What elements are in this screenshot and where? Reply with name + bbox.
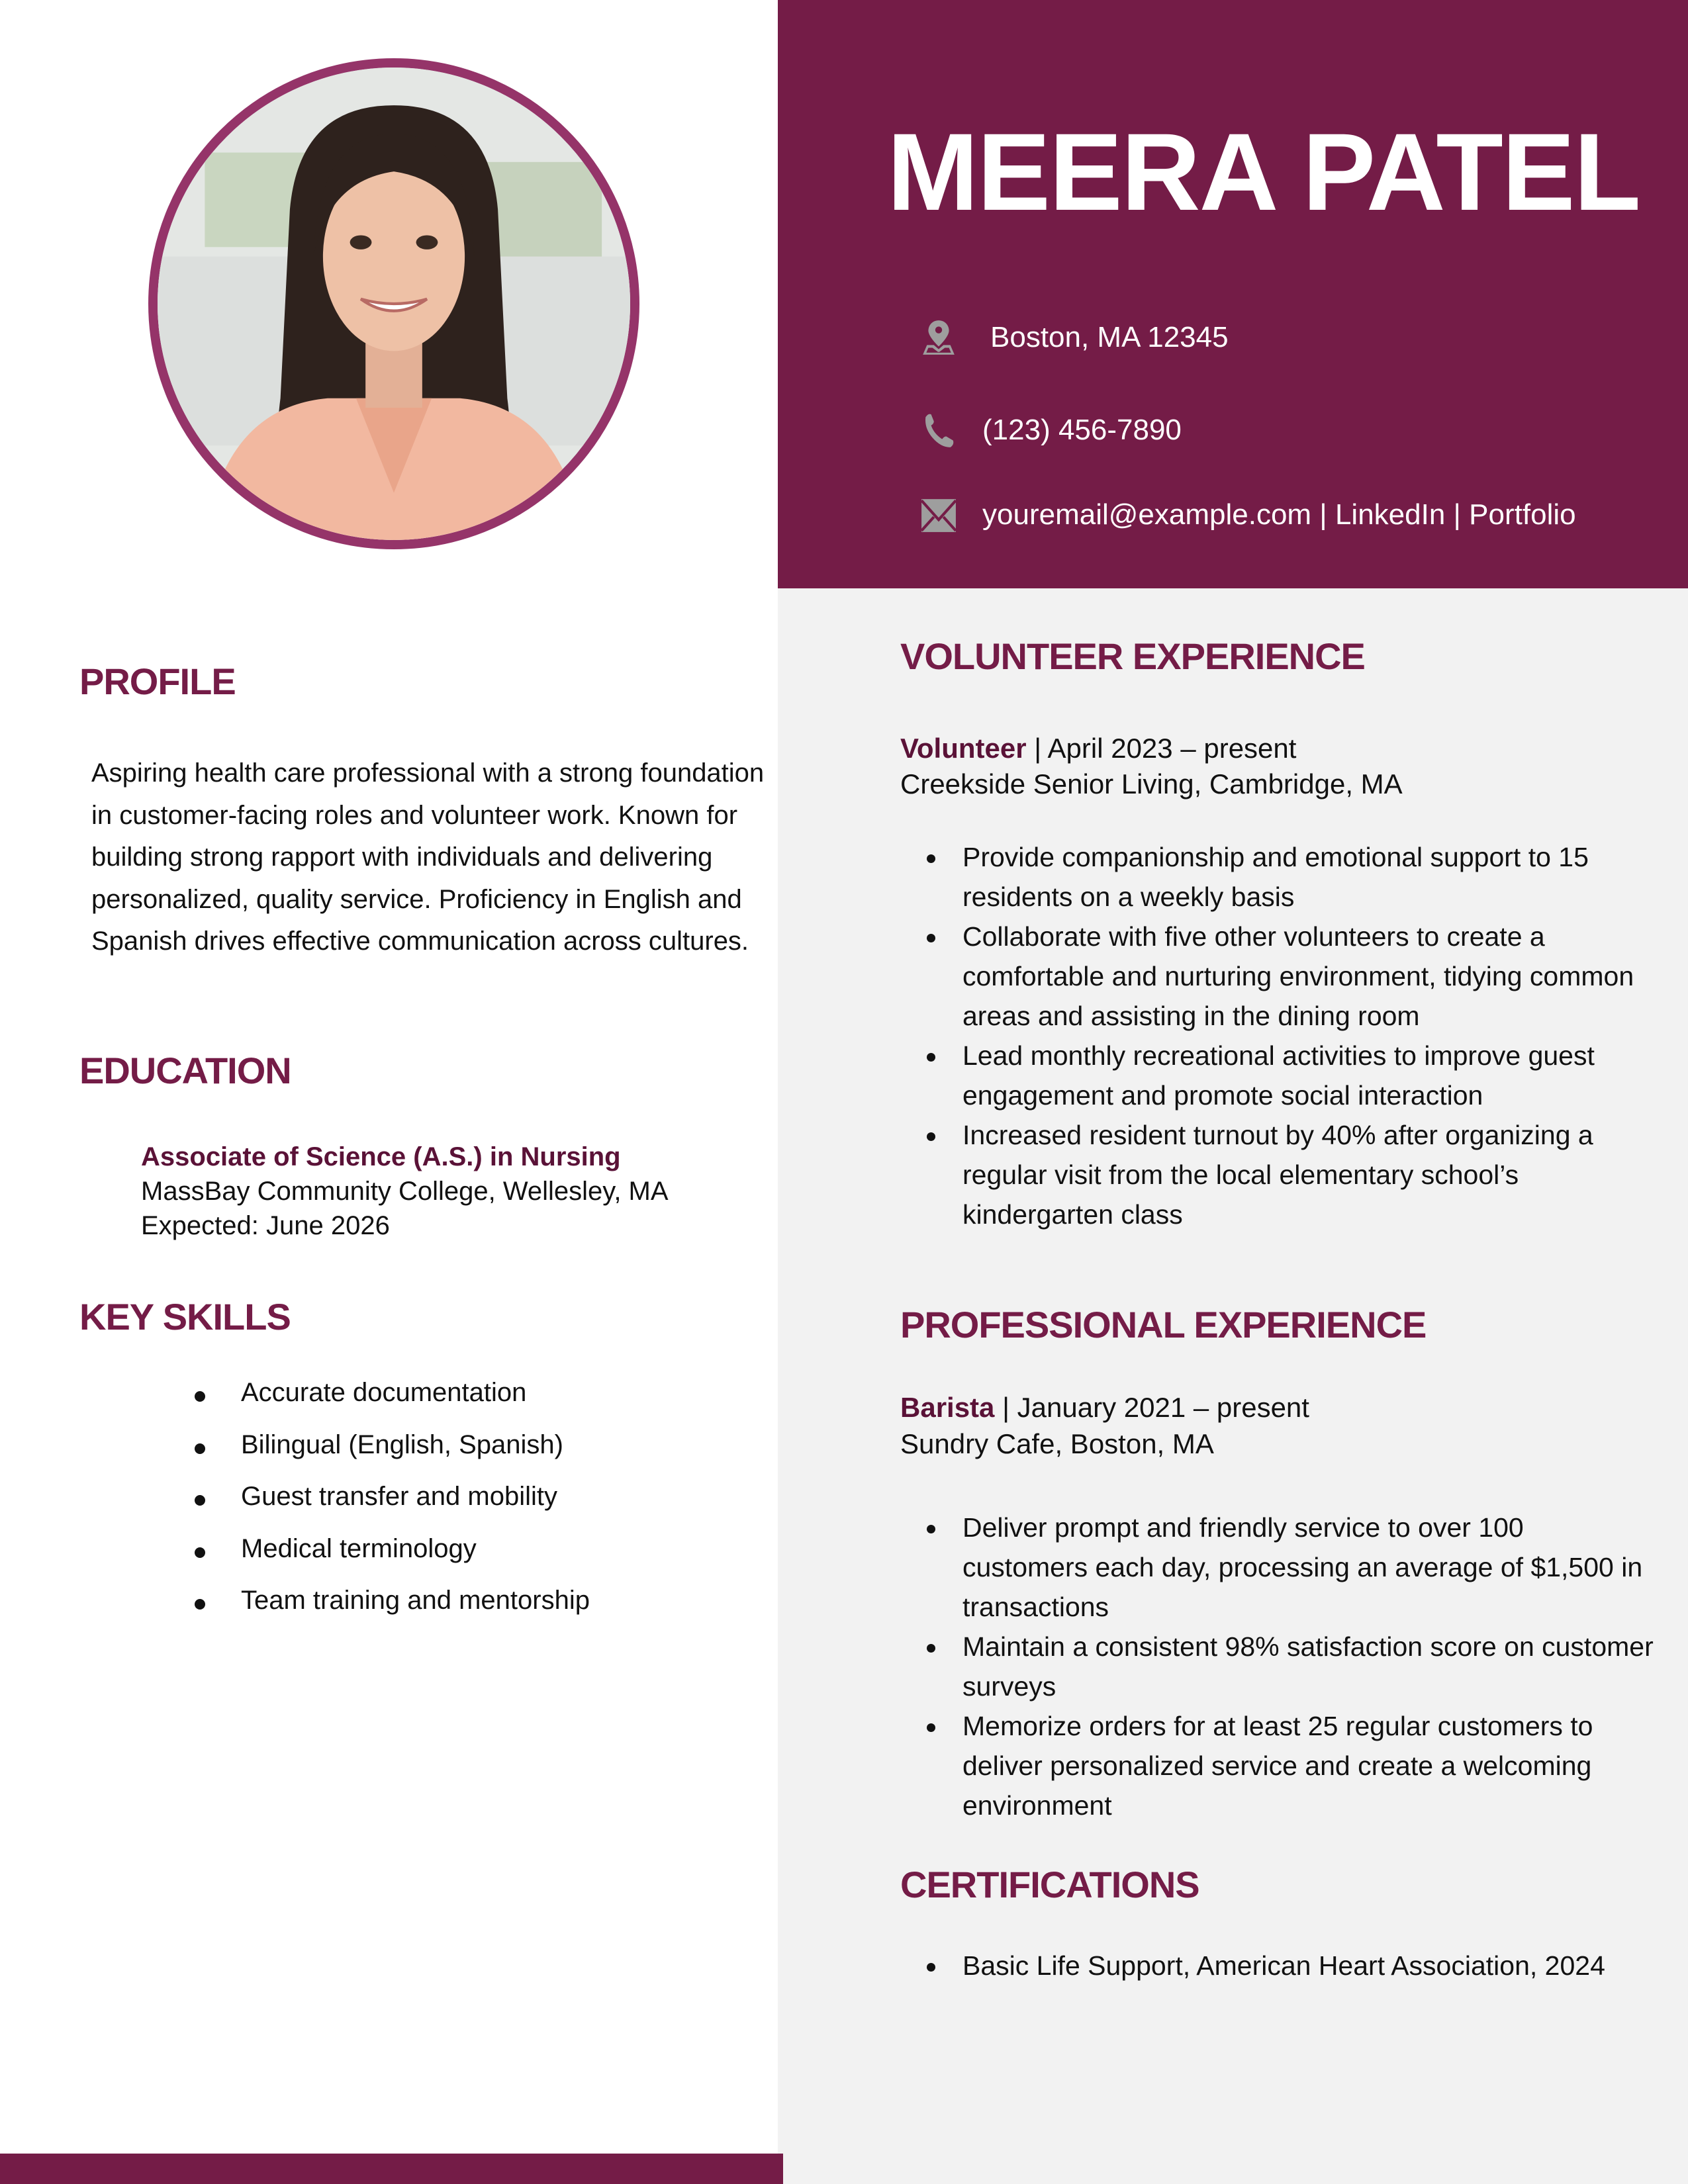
contact-location [920, 319, 1229, 356]
education-entry [141, 1140, 669, 1243]
list-item: Bilingual (English, Spanish) [241, 1430, 563, 1459]
location-pin-icon [920, 319, 957, 356]
contact-phone [920, 412, 1182, 449]
list-item: Maintain a consistent 98% satisfaction score on customer surveys [927, 1627, 1655, 1706]
email-links-text[interactable]: youremail@example.com | LinkedIn | Portfolio [982, 498, 1576, 531]
list-item: Memorize orders for at least 25 regular customers to deliver personalized service and create a welcoming environment [927, 1706, 1655, 1825]
list-item: Provide companionship and emotional support to 15 residents on a weekly basis [927, 837, 1655, 917]
professional-role: Barista [900, 1392, 995, 1423]
education-degree: Associate of Science (A.S.) in Nursing [141, 1142, 621, 1171]
professional-title-line [900, 1390, 1309, 1426]
skills-list [192, 1378, 590, 1638]
list-item: Team training and mentorship [241, 1586, 590, 1615]
list-item: Deliver prompt and friendly service to over 100 customers each day, processing an average of $1,500 in transactions [927, 1508, 1655, 1627]
professional-bullets [927, 1508, 1655, 1825]
volunteer-dates: | April 2023 – present [1026, 733, 1297, 764]
education-school: MassBay Community College, Wellesley, MA [141, 1177, 669, 1206]
profile-photo [148, 58, 639, 549]
education-date: Expected: June 2026 [141, 1211, 390, 1240]
volunteer-experience-heading: VOLUNTEER EXPERIENCE [900, 635, 1365, 677]
professional-dates: | January 2021 – present [994, 1392, 1309, 1423]
certifications-list [927, 1946, 1655, 1985]
candidate-name: MEERA PATEL [887, 111, 1640, 234]
list-item: Collaborate with five other volunteers to create a comfortable and nurturing environment, tidying common areas and assisting in the dining room [927, 917, 1655, 1036]
list-item: Guest transfer and mobility [241, 1482, 557, 1511]
profile-heading: PROFILE [79, 660, 236, 702]
list-item: Lead monthly recreational activities to improve guest engagement and promote social interaction [927, 1036, 1655, 1115]
headshot-illustration [158, 68, 630, 540]
volunteer-location: Creekside Senior Living, Cambridge, MA [900, 768, 1403, 799]
volunteer-role: Volunteer [900, 733, 1027, 764]
list-item: Increased resident turnout by 40% after organizing a regular visit from the local elementary school’s kindergarten class [927, 1115, 1655, 1234]
list-item: Accurate documentation [241, 1378, 527, 1407]
professional-location: Sundry Cafe, Boston, MA [900, 1428, 1214, 1459]
contact-email [920, 496, 1576, 533]
list-item: Basic Life Support, American Heart Association, 2024 [927, 1946, 1655, 1985]
volunteer-bullets [927, 837, 1655, 1234]
phone-text[interactable]: (123) 456-7890 [982, 414, 1182, 446]
envelope-icon [920, 496, 957, 533]
phone-icon [920, 412, 957, 449]
certifications-heading: CERTIFICATIONS [900, 1864, 1199, 1905]
list-item: Medical terminology [241, 1533, 477, 1563]
location-text: Boston, MA 12345 [990, 321, 1229, 353]
education-heading: EDUCATION [79, 1050, 291, 1091]
footer-accent-bar [0, 2154, 783, 2184]
professional-experience-heading: PROFESSIONAL EXPERIENCE [900, 1304, 1427, 1345]
profile-summary: Aspiring health care professional with a strong foundation in customer-facing roles and volunteer work. Known for building strong rapport with individuals and delivering personalized, quality service. Proficiency in English and Spanish drives effective communication across cultures. [91, 758, 765, 956]
volunteer-title-line [900, 731, 1296, 766]
key-skills-heading: KEY SKILLS [79, 1296, 291, 1338]
